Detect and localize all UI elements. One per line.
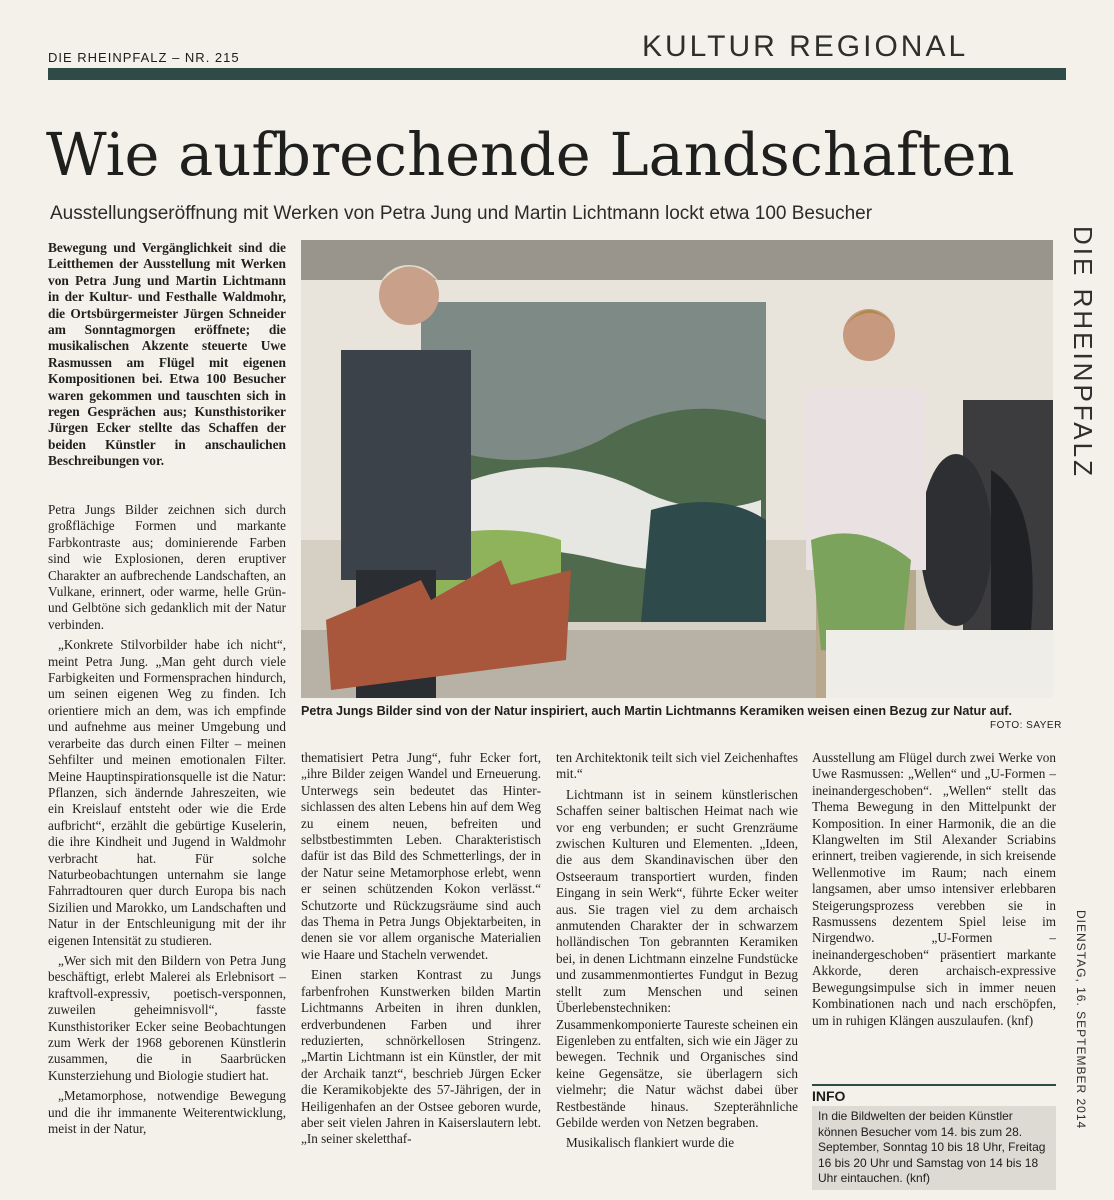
paragraph: „Metamorphose, notwendige Bewegung und die ihr immanente Weiterentwicklung, meist in der Natur, [48, 1088, 286, 1137]
paragraph: Lichtmann ist in seinem künstlerischen Schaffen seiner baltischen Heimat nach wie vor eng verbunden; er sucht Grenzräume zwischen Kulturen und Elementen. „Ideen, die aus dem Skandinavischen über den Ostseeraum transportiert wurden, finden Eingang in sein Werk“, führte Ecker weiter aus. Sie tragen viel zu dem archaisch anmutenden Charakter der in schwarzem holländischen Ton gebrannten Keramiken bei, in denen Lichtmann einzelne Fundstücke und zusammenmontiertes Fundgut in Bezug stellt zum Menschen und seinen Überlebenstechniken: Zusammenkomponierte Taureste scheinen ein Eigenleben zu entfalten, sich wie ein Jäger zu bewegen. Technik und Organisches sind keine Gegensätze, sie überlagern sich vielmehr; die Natur wächst dabei über Restbestände hinaus. Szepterähnliche Gebilde werden von Netzen begraben. [556, 786, 798, 1130]
vertical-date-label [1066, 910, 1096, 1160]
photo-illustration [301, 240, 1053, 698]
vertical-brand-label [1064, 226, 1100, 526]
info-title: INFO [812, 1084, 1056, 1104]
paragraph: „Wer sich mit den Bildern von Petra Jung beschäftigt, erlebt Malerei als Erlebnisort – kraftvoll-expressiv, poetisch-versponnen, zuweilen geheimnisvoll“, fasste Kunsthistoriker Ecker seine Beobachtungen zum Werk der 1968 geborenen Künstlerin zusammen, die in Saarbrücken Kunsterziehung und Biologie studiert hat. [48, 952, 286, 1083]
ceramic-sculpture [920, 454, 992, 626]
article-lead [48, 240, 286, 474]
paragraph: Musikalisch flankiert wurde die [566, 1135, 735, 1151]
article-photo [301, 240, 1053, 698]
lead-paragraph: Bewegung und Vergänglichkeit sind die Leitthemen der Ausstellung mit Werken von Petra Jung und Martin Lichtmann in der Kultur- und Festhalle Waldmohr, die Ortsbürgermeister Jürgen Schneider am Sonntagmorgen eröffnete; die musikalischen Akzente steuerte Uwe Rasmussen am Flügel mit eigenen Kompositionen bei. Etwa 100 Besucher waren gekommen und tauschten sich in regen Gesprächen aus; Kunsthistoriker Jürgen Ecker stellte das Schaffen der beiden Künstler in anschaulichen Beschreibungen vor. [48, 240, 286, 469]
article-headline: Wie aufbrechende Landschaften [46, 120, 1015, 189]
paragraph: Petra Jungs Bilder zeichnen sich durch großflächige Formen und markante Farbkontraste aus; dominierende Farben sind wie Explosionen, deren eruptiver Charakter an aufbrechende Landschaften, an Vulkane, erinnert, oder warme, helle Grün- und Gelbtöne sich gedanklich mit der Natur verbinden. [48, 502, 286, 632]
section-title: KULTUR REGIONAL [642, 30, 969, 63]
paragraph: Ausstellung am Flügel durch zwei Werke von Uwe Rasmussen: „Wellen“ und „U-Formen – ineinandergeschoben“. „Wellen“ stellt das Thema Bewegung in den Mittelpunkt der Komposition. In einer Harmonik, die an die Klangwelten im Stil Alexander Scriabins erinnert, treiben vagierende, in sich kreisende Wellenmotive im Raum; nach einem langsamen, aber umso intensiver erlebbaren Steigerungsprozess verebben sie in Rasmussens dezentem Spiel leise im Nirgendwo. „U-Formen – ineinandergeschoben“ präsentiert markante Akkorde, deren archaisch-expressive Bewegungsimpulse sich in immer neuen Kombinationen nach und nach erschöpfen, um in ruhigen Klängen auszulaufen. (knf) [812, 750, 1056, 1028]
text-column-4 [812, 750, 1056, 1033]
brand-text: DIE RHEINPFALZ [1068, 226, 1098, 479]
section-rule [48, 68, 1066, 80]
paragraph: Einen starken Kontrast zu Jungs farbenfrohen Kunstwerken bilden Martin Lichtmanns Arbeiten in ihren dunklen, erdverbundenen Farben und ihrer reduzierten, schnörkellosen Stringenz. „Martin Lichtmann ist ein Künstler, der mit der Archaik tanzt“, beschrieb Jürgen Ecker die Keramikobjekte des 57-Jährigen, der in Heiligenhafen an der Ostsee geboren wurde, aber seit vielen Jahren in Kaiserslautern lebt. „In seiner skeletthaf- [301, 967, 541, 1147]
text-column-3 [556, 750, 798, 1156]
paragraph: ten Architektonik teilt sich viel Zeichenhaftes mit.“ [556, 750, 798, 782]
info-box [812, 1084, 1056, 1190]
info-text: In die Bildwelten der beiden Künstler können Besucher vom 14. bis zum 28. September, Sonntag 10 bis 18 Uhr, Freitag 16 bis 20 Uhr und Samstag von 14 bis 18 Uhr eintauchen. (knf) [812, 1106, 1056, 1190]
date-text: DIENSTAG, 16. SEPTEMBER 2014 [1074, 910, 1088, 1130]
article-subhead: Ausstellungseröffnung mit Werken von Petra Jung und Martin Lichtmann lockt etwa 100 Besucher [50, 203, 873, 224]
photo-credit: FOTO: SAYER [990, 720, 1062, 731]
text-column-1 [48, 502, 286, 1141]
photo-caption: Petra Jungs Bilder sind von der Natur inspiriert, auch Martin Lichtmanns Keramiken weisen einen Bezug zur Natur auf. [301, 704, 1012, 718]
paragraph: thematisiert Petra Jung“, fuhr Ecker fort, „ihre Bilder zeigen Wandel und Erneuerung. Unterwegs sein bedeutet das Hintersichlassen des alten Lebens hin auf dem Weg zu einem neuen, befreiten und selbstbestimmten Leben. Charakteristisch dafür ist das Bild des Schmetterlings, der in der Natur seine Metamorphose erlebt, wenn er seinen schützenden Kokon verlässt.“ Schutzorte und Rückzugsräume sind auch das Thema in Petra Jungs Objektarbeiten, in denen sie vor allem organische Materialien wie Haare und Stacheln verwendet. [301, 750, 541, 962]
man-figure [341, 350, 471, 580]
paragraph: „Konkrete Stilvorbilder habe ich nicht“, meint Petra Jung. „Man geht durch viele Farbigkeiten und Formensprachen hindurch, um seinen eigenen Weg zu finden. Ich orientiere mich an dem, was ich empfinde und aufnehme aus meiner Umgebung und verarbeite das durch einen Filter – meinen Sehfilter und meinen emotionalen Filter. Meine Hauptinspirationsquelle ist die Natur: Pflanzen, sich ändernde Jahreszeiten, wie ein Kreislauf entsteht oder wie die Erde aufbricht“, erzählt die gebürtige Kuselerin, die ihre Kindheit und Jugend in Waldmohr verbracht hat. Für solche Naturbeobachtungen unternahm sie lange Fahrradtouren quer durch Europa bis nach Sizilien und Marokko, um Landschaften und Natur in der Entschleunigung mit der ihr eigenen Intensität zu studieren. [48, 637, 286, 948]
paper-issue-label: DIE RHEINPFALZ – NR. 215 [48, 50, 240, 65]
text-column-2 [301, 750, 541, 1152]
